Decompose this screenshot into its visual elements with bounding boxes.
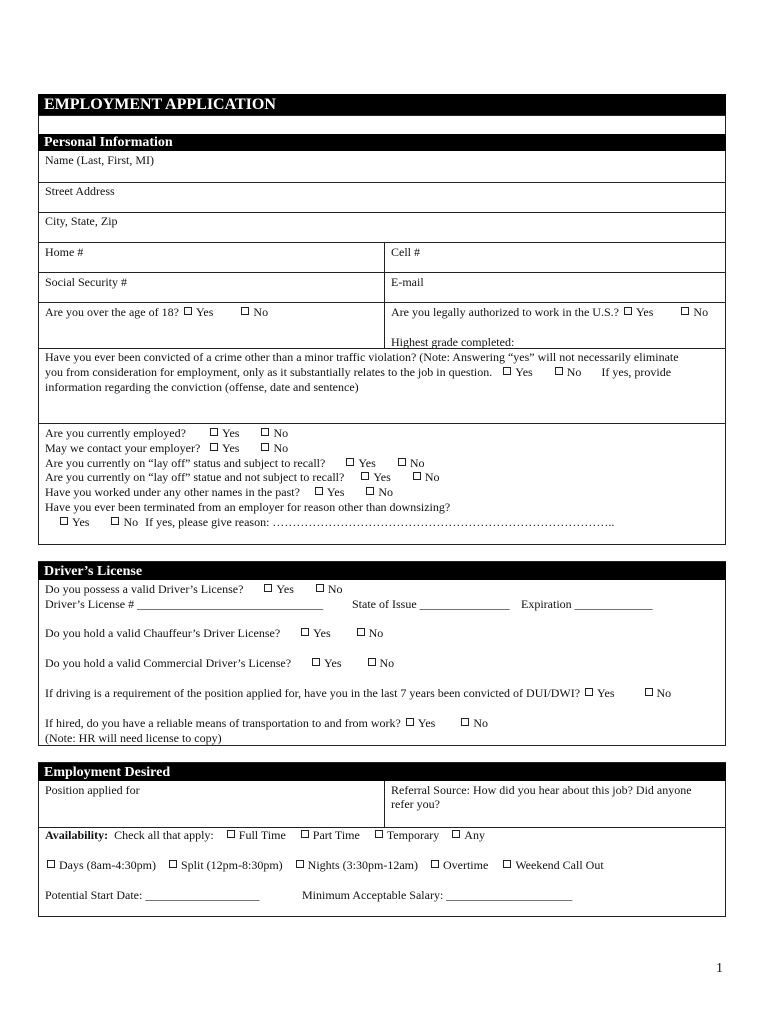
contact-question: May we contact your employer? Yes No — [45, 441, 289, 455]
state-of-issue-field[interactable]: State of Issue _______________ — [352, 597, 510, 611]
transport-no-checkbox[interactable] — [461, 718, 469, 726]
dui-yes-checkbox[interactable] — [585, 688, 593, 696]
grade-label[interactable]: Highest grade completed: — [391, 335, 515, 349]
position-field-label[interactable]: Position applied for — [45, 783, 140, 797]
street-field-label[interactable]: Street Address — [45, 184, 115, 198]
possess-yes-checkbox[interactable] — [264, 584, 272, 592]
other-names-question: Have you worked under any other names in the past? Yes No — [45, 485, 394, 499]
split-checkbox[interactable] — [169, 860, 177, 868]
employed-no-checkbox[interactable] — [261, 428, 269, 436]
layoff-norecall-yes-checkbox[interactable] — [361, 472, 369, 480]
contact-yes-checkbox[interactable] — [210, 443, 218, 451]
auth-yes-checkbox[interactable] — [624, 307, 632, 315]
terminated-answer: Yes No If yes, please give reason: ………………………………………………………………………….. — [58, 515, 614, 529]
other-names-yes-checkbox[interactable] — [315, 487, 323, 495]
terminated-question: Have you ever been terminated from an employer for reason other than downsizing? — [45, 500, 451, 514]
license-number-field[interactable]: Driver’s License # _______________________________ — [45, 597, 324, 611]
age-question: Are you over the age of 18? Yes No — [45, 305, 269, 319]
terminated-yes-checkbox[interactable] — [60, 517, 68, 525]
layoff-norecall-no-checkbox[interactable] — [413, 472, 421, 480]
layoff-recall-question: Are you currently on “lay off” status and subject to recall? Yes No — [45, 456, 425, 470]
chauffeur-question: Do you hold a valid Chauffeur’s Driver License? Yes No — [45, 626, 384, 640]
min-salary-field[interactable]: Minimum Acceptable Salary: _____________________ — [302, 888, 573, 902]
drivers-license-header: Driver’s License — [38, 562, 726, 580]
availability-row: Availability: Check all that apply: Full Time Part Time Temporary Any — [45, 828, 485, 842]
crime-question: Have you ever been convicted of a crime other than a minor traffic violation? (Note: Answering “yes” will not necessarily eliminate — [45, 350, 679, 364]
expiration-field[interactable]: Expiration _____________ — [521, 597, 653, 611]
auth-no-checkbox[interactable] — [681, 307, 689, 315]
employed-yes-checkbox[interactable] — [210, 428, 218, 436]
overtime-checkbox[interactable] — [431, 860, 439, 868]
city-field-label[interactable]: City, State, Zip — [45, 214, 118, 228]
days-checkbox[interactable] — [47, 860, 55, 868]
crime-yes-checkbox[interactable] — [503, 367, 511, 375]
employed-question: Are you currently employed? Yes No — [45, 426, 289, 440]
transport-question: If hired, do you have a reliable means of transportation to and from work? Yes No — [45, 716, 489, 730]
ssn-label[interactable]: Social Security # — [45, 275, 127, 289]
full-time-checkbox[interactable] — [227, 830, 235, 838]
name-field-label[interactable]: Name (Last, First, MI) — [45, 153, 154, 167]
any-checkbox[interactable] — [452, 830, 460, 838]
referral-source-label[interactable]: Referral Source: How did you hear about this job? Did anyone refer you? — [391, 783, 692, 811]
home-phone-label[interactable]: Home # — [45, 245, 84, 259]
temporary-checkbox[interactable] — [375, 830, 383, 838]
other-names-no-checkbox[interactable] — [366, 487, 374, 495]
crime-no-checkbox[interactable] — [555, 367, 563, 375]
commercial-no-checkbox[interactable] — [368, 658, 376, 666]
start-date-field[interactable]: Potential Start Date: ___________________ — [45, 888, 260, 902]
possess-no-checkbox[interactable] — [316, 584, 324, 592]
contact-no-checkbox[interactable] — [261, 443, 269, 451]
auth-question: Are you legally authorized to work in the U.S.? Yes No — [391, 305, 709, 319]
crime-question-line2: you from consideration for employment, only as it substantially relates to the job in question. Yes No If yes, provide — [45, 365, 672, 379]
layoff-recall-no-checkbox[interactable] — [398, 458, 406, 466]
possess-license-question: Do you possess a valid Driver’s License? Yes No — [45, 582, 343, 596]
chauffeur-no-checkbox[interactable] — [357, 628, 365, 636]
crime-question-line3: information regarding the conviction (offense, date and sentence) — [45, 380, 359, 394]
transport-yes-checkbox[interactable] — [406, 718, 414, 726]
nights-checkbox[interactable] — [296, 860, 304, 868]
form-title: EMPLOYMENT APPLICATION — [38, 94, 726, 115]
terminated-no-checkbox[interactable] — [111, 517, 119, 525]
commercial-yes-checkbox[interactable] — [312, 658, 320, 666]
personal-info-header: Personal Information — [38, 134, 726, 151]
page-number: 1 — [716, 961, 723, 976]
dui-question: If driving is a requirement of the position applied for, have you in the last 7 years been convicted of DUI/DWI? Yes No — [45, 686, 672, 700]
chauffeur-yes-checkbox[interactable] — [301, 628, 309, 636]
dui-no-checkbox[interactable] — [645, 688, 653, 696]
layoff-recall-yes-checkbox[interactable] — [346, 458, 354, 466]
weekend-checkbox[interactable] — [503, 860, 511, 868]
age-no-checkbox[interactable] — [241, 307, 249, 315]
employment-desired-header: Employment Desired — [38, 763, 726, 781]
layoff-norecall-question: Are you currently on “lay off” statue and not subject to recall? Yes No — [45, 470, 440, 484]
cell-phone-label[interactable]: Cell # — [391, 245, 420, 259]
hr-note: (Note: HR will need license to copy) — [45, 731, 222, 745]
age-yes-checkbox[interactable] — [184, 307, 192, 315]
part-time-checkbox[interactable] — [301, 830, 309, 838]
email-label[interactable]: E-mail — [391, 275, 424, 289]
commercial-question: Do you hold a valid Commercial Driver’s License? Yes No — [45, 656, 395, 670]
shift-row: Days (8am-4:30pm) Split (12pm-8:30pm) Nights (3:30pm-12am) Overtime Weekend Call Out — [45, 858, 604, 872]
